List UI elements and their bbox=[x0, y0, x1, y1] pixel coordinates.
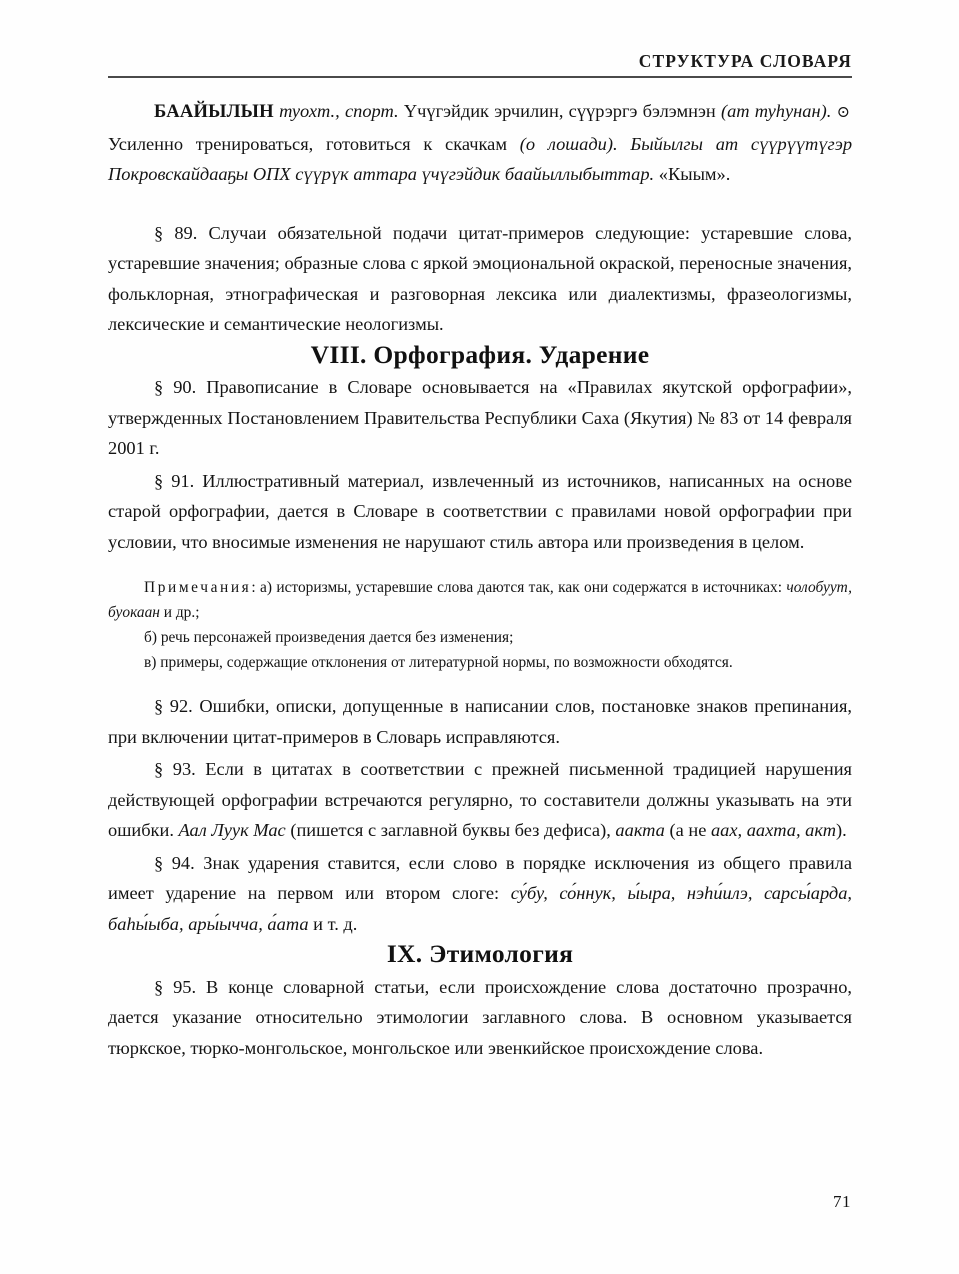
notes-block bbox=[108, 575, 852, 675]
paragraph-93-text-close: ). bbox=[836, 820, 847, 841]
paragraph-94-text-after: и т. д. bbox=[313, 913, 358, 934]
note-a bbox=[108, 575, 852, 625]
paragraph-94-marker: § 94. bbox=[154, 852, 195, 873]
paragraph-90-text: Правописание в Словаре основывается на «Правилах якутской орфографии», утвержденных Постановлением Правительства Республики Саха (Якутия) № 83 от 14 февраля 2001 г. bbox=[108, 377, 853, 459]
note-v bbox=[108, 650, 852, 675]
paragraph-93-text-before: Если в цитатах в соответствии с прежней письменной традицией нарушения действующей орфографии встречаются регулярно, то составители должны указывать на эти ошибки. bbox=[108, 759, 852, 841]
running-head bbox=[108, 52, 852, 78]
entry-headword: БААЙЫЛЫН bbox=[154, 101, 274, 122]
note-b-text: речь персонажей произведения дается без изменения; bbox=[160, 629, 514, 647]
running-head-rule bbox=[108, 76, 852, 78]
circled-dot-icon: ⊙ bbox=[836, 104, 850, 121]
entry-russian-parenthetical: (о лошади). bbox=[519, 133, 618, 154]
note-v-marker: в) bbox=[144, 654, 157, 672]
note-b bbox=[108, 625, 852, 650]
paragraph-95-marker: § 95. bbox=[154, 976, 197, 997]
paragraph-93-italic-example-2: аакта bbox=[615, 820, 665, 841]
paragraph-91-text: Иллюстративный материал, извлеченный из источников, написанных на основе старой орфографии, дается в Словаре в соответствии с правилами новой орфографии при условии, что вносимые изменения не нарушают стиль автора или произведения в целом. bbox=[108, 470, 852, 552]
paragraph-90 bbox=[108, 372, 852, 464]
heading-section-9: IX. Этимология bbox=[386, 939, 574, 969]
text-column bbox=[108, 96, 852, 1063]
paragraph-92-text: Ошибки, описки, допущенные в написании слов, постановке знаков препинания, при включении цитат-примеров в Словарь исправляются. bbox=[108, 696, 852, 747]
paragraph-95 bbox=[108, 972, 852, 1064]
paragraph-93-italic-example-3: аах, аахта, акт bbox=[710, 820, 837, 841]
notes-label-colon: : bbox=[251, 579, 256, 597]
paragraph-89-text: Случаи обязательной подачи цитат-примеров следующие: устаревшие слова, устаревшие значения; образные слова с яркой эмоциональной окраской, переносные значения, фольклорная, этнографическая и разговорная лексика или диалектизмы, фразеологизмы, лексические и семантические неологизмы. bbox=[108, 222, 852, 334]
note-a-text-before: историзмы, устаревшие слова даются так, как они содержатся в источниках: bbox=[276, 579, 783, 597]
entry-russian-definition: Усиленно тренироваться, готовиться к скачкам bbox=[108, 133, 507, 154]
paragraph-91-marker: § 91. bbox=[154, 470, 195, 491]
paragraph-93-text-after-open: (а не bbox=[669, 820, 707, 841]
heading-section-8: VIII. Орфография. Ударение bbox=[310, 339, 650, 369]
paragraph-92-marker: § 92. bbox=[154, 696, 193, 717]
paragraph-95-text: В конце словарной статьи, если происхождение слова достаточно прозрачно, дается указание относительно этимологии заглавного слова. В основном указывается тюркское, тюрко-монгольское, монгольское или эвенкийское происхождение слова. bbox=[108, 976, 852, 1058]
paragraph-94-examples: су́бу, со́ннук, ы́ыра, нэһи́илэ, сарсы́арда, баһы́ыба, ары́ычча, а́ата bbox=[108, 883, 852, 934]
entry-citation: Быйылгы ат сүүрүүтүгэр Покровскайдааҕы ОПХ сүүрүк аттара үчүгэйдик баайыллыбыттар. bbox=[108, 133, 853, 184]
spacer bbox=[108, 190, 852, 216]
note-b-marker: б) bbox=[144, 629, 157, 647]
entry-grammar-labels: туохт., спорт. bbox=[279, 101, 399, 121]
paragraph-93-marker: § 93. bbox=[154, 759, 196, 780]
paragraph-94 bbox=[108, 848, 852, 940]
notes-label: Примечания bbox=[144, 579, 252, 597]
note-a-text-after: и др.; bbox=[163, 604, 200, 622]
paragraph-93 bbox=[108, 754, 852, 846]
paragraph-94-text-before: Знак ударения ставится, если слово в порядке исключения из общего правила имеет ударение на первом или втором слоге: bbox=[108, 852, 852, 904]
paragraph-92 bbox=[108, 691, 852, 752]
paragraph-89 bbox=[108, 218, 852, 340]
paragraph-91 bbox=[108, 466, 852, 558]
paragraph-89-marker: § 89. bbox=[154, 222, 198, 243]
paragraph-93-italic-example-1: Аал Луук Мас bbox=[178, 820, 286, 841]
entry-yakut-definition: Үчүгэйдик эрчилин, сүүрэргэ бэлэмнэн bbox=[403, 101, 716, 121]
entry-source: «Кыым». bbox=[658, 164, 731, 184]
paragraph-93-text-middle: (пишется с заглавной буквы без дефиса), bbox=[290, 820, 611, 841]
note-a-italic-examples: чолобуут, буокаан bbox=[108, 579, 852, 622]
entry-yakut-parenthetical: (ат туһунан). bbox=[720, 101, 832, 121]
note-v-text: примеры, содержащие отклонения от литературной нормы, по возможности обходятся. bbox=[160, 654, 733, 672]
running-head-title: СТРУКТУРА СЛОВАРЯ bbox=[638, 51, 852, 71]
note-a-marker: а) bbox=[260, 579, 272, 597]
dictionary-entry bbox=[108, 96, 852, 190]
paragraph-90-marker: § 90. bbox=[154, 377, 197, 398]
page-number: 71 bbox=[833, 1192, 851, 1211]
